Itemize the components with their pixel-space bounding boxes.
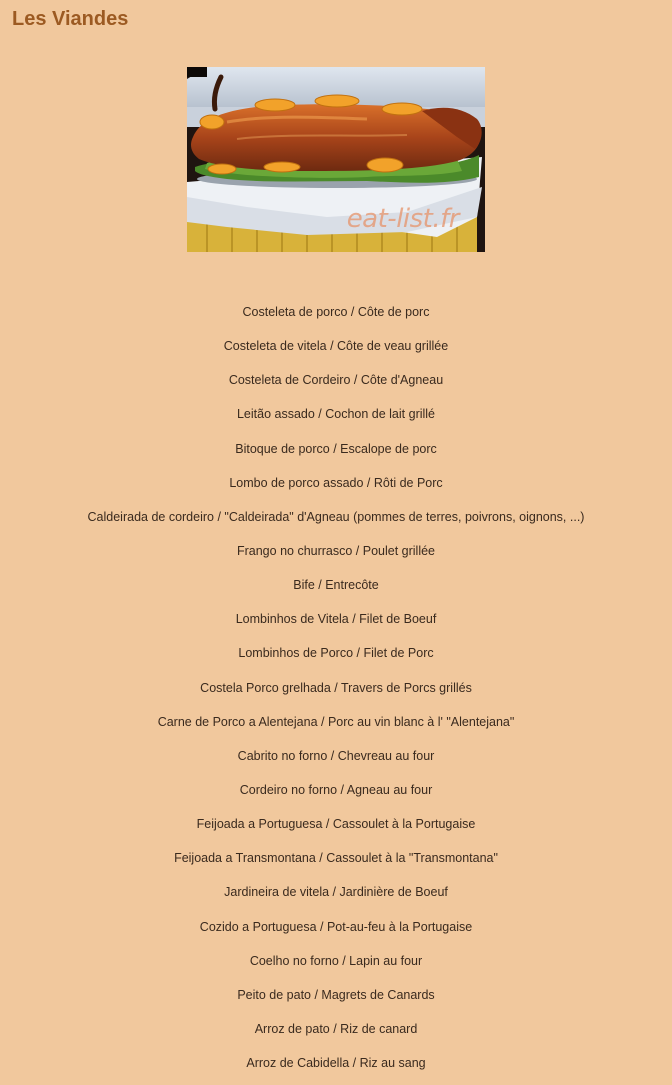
menu-item: Arroz de pato / Riz de canard xyxy=(254,1021,418,1036)
menu-item: Cordeiro no forno / Agneau au four xyxy=(239,782,433,797)
menu-item: Coelho no forno / Lapin au four xyxy=(249,953,423,968)
menu-item: Lombinhos de Porco / Filet de Porc xyxy=(238,646,434,661)
page-title: Les Viandes xyxy=(12,8,129,30)
watermark-text: eat-list.fr xyxy=(346,204,459,234)
menu-item: Lombo de porco assado / Rôti de Porc xyxy=(229,475,443,490)
menu-item: Caldeirada de cordeiro / "Caldeirada" d'Agneau (pommes de terres, poivrons, oignons, ...) xyxy=(87,509,585,524)
menu-item: Costela Porco grelhada / Travers de Porcs grillés xyxy=(200,680,472,695)
menu-item: Lombinhos de Vitela / Filet de Boeuf xyxy=(235,612,437,627)
meat-menu-list xyxy=(0,300,672,1085)
menu-item: Bife / Entrecôte xyxy=(293,578,379,593)
menu-item: Cabrito no forno / Chevreau au four xyxy=(237,748,435,763)
menu-item: Costeleta de vitela / Côte de veau grillée xyxy=(223,339,449,354)
roast-pig-photo xyxy=(187,67,485,252)
menu-item: Jardineira de vitela / Jardinière de Boeuf xyxy=(224,885,448,900)
menu-item: Arroz de Cabidella / Riz au sang xyxy=(246,1056,426,1071)
menu-item: Frango no churrasco / Poulet grillée xyxy=(236,543,436,558)
menu-item: Bitoque de porco / Escalope de porc xyxy=(235,441,437,456)
menu-item: Feijoada a Transmontana / Cassoulet à la "Transmontana" xyxy=(174,851,498,866)
menu-item: Feijoada a Portuguesa / Cassoulet à la Portugaise xyxy=(196,817,476,832)
menu-item: Costeleta de Cordeiro / Côte d'Agneau xyxy=(228,373,444,388)
menu-item: Costeleta de porco / Côte de porc xyxy=(242,305,430,319)
menu-item: Leitão assado / Cochon de lait grillé xyxy=(236,407,436,422)
menu-item: Peito de pato / Magrets de Canards xyxy=(237,987,435,1002)
menu-item: Carne de Porco a Alentejana / Porc au vin blanc à l' "Alentejana" xyxy=(157,714,515,729)
menu-item: Cozido a Portuguesa / Pot-au-feu à la Portugaise xyxy=(199,919,473,934)
